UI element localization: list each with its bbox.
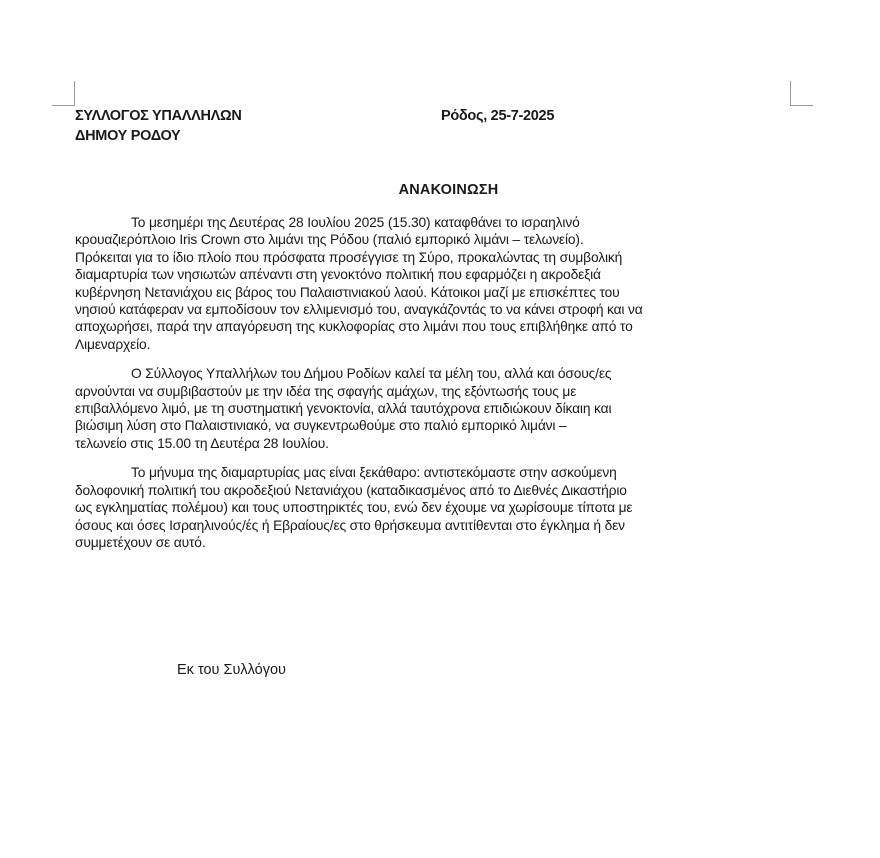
paragraph-line: Λιμεναρχείο. xyxy=(75,336,151,352)
place-date: Ρόδος, 25-7-2025 xyxy=(441,108,555,124)
paragraph-line: νησιού κατάφεραν να εμποδίσουν τον ελλιμενισμό του, αναγκάζοντάς το να κάνει στροφή και να xyxy=(75,302,643,318)
signature: Εκ του Συλλόγου xyxy=(177,662,286,678)
paragraph-line: Το μήνυμα της διαμαρτυρίας μας είναι ξεκάθαρο: αντιστεκόμαστε στην ασκούμενη xyxy=(131,465,617,481)
crop-mark-top-left xyxy=(52,81,75,106)
paragraph-line: διαμαρτυρία των νησιωτών απέναντι στη γενοκτόνο πολιτική που εφαρμόζει η ακροδεξιά xyxy=(75,267,601,283)
paragraph-line: Το μεσημέρι της Δευτέρας 28 Ιουλίου 2025 (15.30) καταφθάνει το ισραηλινό xyxy=(131,215,580,230)
paragraph-line: Πρόκειται για το ίδιο πλοίο που πρόσφατα προσέγγισε τη Σύρο, προκαλώντας τη συμβολική xyxy=(75,249,623,265)
paragraph-2 xyxy=(75,365,795,452)
paragraph-line: επιβαλλόμενο λιμό, με τη συστηματική γενοκτονία, αλλά ταυτόχρονα επιδιώκουν δίκαιη και xyxy=(75,401,612,417)
paragraph-1 xyxy=(75,214,795,353)
org-line-1: ΣΥΛΛΟΓΟΣ ΥΠΑΛΛΗΛΩΝ xyxy=(75,108,242,124)
paragraph-3 xyxy=(75,464,795,551)
announcement-body xyxy=(75,214,795,563)
paragraph-line: κρουαζιερόπλοιο Iris Crown στο λιμάνι της Ρόδου (παλιό εμπορικό λιμάνι – τελωνείο). xyxy=(75,232,584,248)
paragraph-line: όσους και όσες Ισραηλινούς/ές ή Εβραίους/ες στο θρήσκευμα αντιτίθενται στο έγκλημα ή δεν xyxy=(75,517,625,533)
sender-organization xyxy=(75,106,242,146)
paragraph-line: συμμετέχουν σε αυτό. xyxy=(75,534,206,550)
paragraph-line: βιώσιμη λύση στο Παλαιστινιακό, να συγκεντρωθούμε στο παλιό εμπορικό λιμάνι – xyxy=(75,418,567,434)
paragraph-line: τελωνείο στις 15.00 τη Δευτέρα 28 Ιουλίου. xyxy=(75,435,329,451)
crop-mark-top-right xyxy=(790,81,813,106)
org-line-2: ΔΗΜΟΥ ΡΟΔΟΥ xyxy=(75,128,181,144)
paragraph-line: κυβέρνηση Νετανιάχου εις βάρος του Παλαιστινιακού λαού. Κάτοικοι μαζί με επισκέπτες του xyxy=(75,284,620,300)
paragraph-line: αποχωρήσει, παρά την απαγόρευση της κυκλοφορίας στο λιμάνι που τους επιβλήθηκε από το xyxy=(75,319,633,335)
paragraph-line: ως εγκληματίας πολέμου) και τους υποστηρικτές του, ενώ δεν έχουμε να χωρίσουμε τίποτα με xyxy=(75,500,633,516)
paragraph-line: δολοφονική πολιτική του ακροδεξιού Νετανιάχου (καταδικασμένος από το Διεθνές Δικαστήριο xyxy=(75,482,627,498)
document-title: ΑΝΑΚΟΙΝΩΣΗ xyxy=(398,182,499,198)
paragraph-line: Ο Σύλλογος Υπαλλήλων του Δήμου Ροδίων καλεί τα μέλη του, αλλά και όσους/ες xyxy=(131,366,612,382)
paragraph-line: αρνούνται να συμβιβαστούν με την ιδέα της σφαγής αμάχων, της εξόντωσής τους με xyxy=(75,383,577,399)
